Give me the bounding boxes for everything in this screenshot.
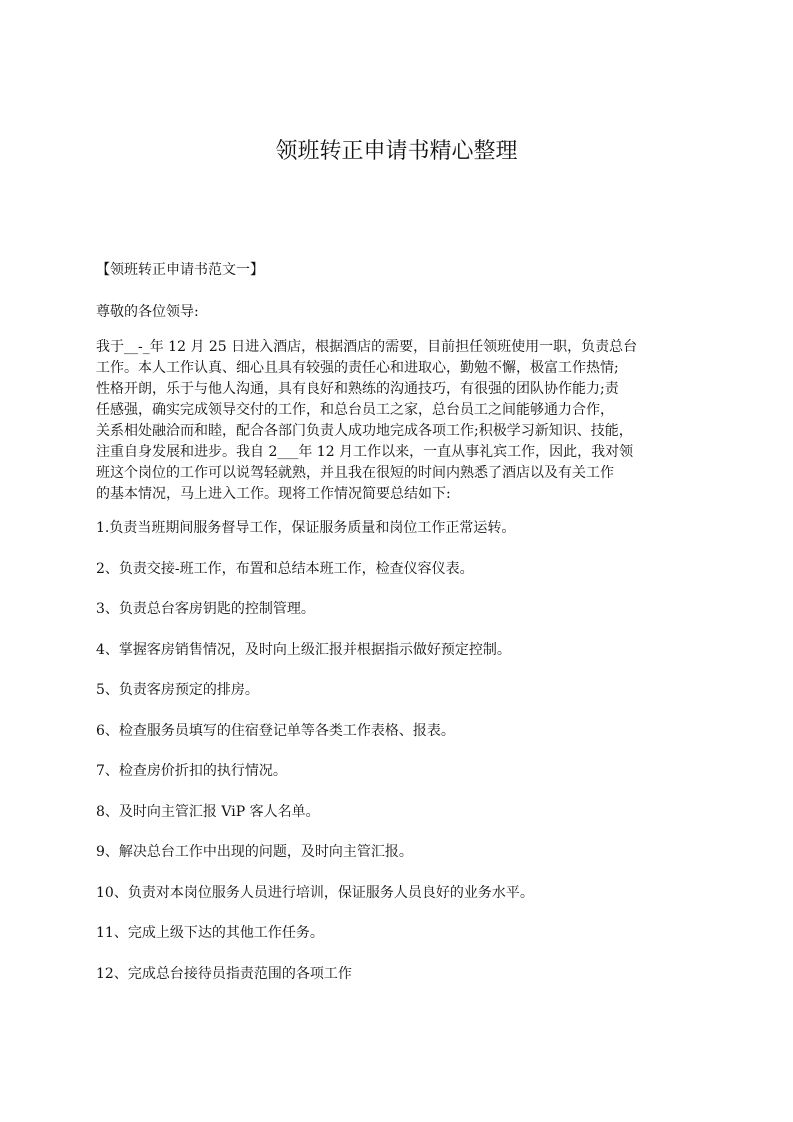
- body-line: 班这个岗位的工作可以说驾轻就熟，并且我在很短的时间内熟悉了酒店以及有关工作: [96, 465, 614, 481]
- body-line: 性格开朗，乐于与他人沟通，具有良好和熟练的沟通技巧，有很强的团队协作能力;责: [96, 381, 619, 397]
- body-line: 关系相处融洽而和睦，配合各部门负责人成功地完成各项工作;积极学习新知识、技能，: [96, 423, 633, 439]
- body-line: 任感强，确实完成领导交付的工作，和总台员工之家，总台员工之间能够通力合作，: [96, 402, 614, 418]
- task-item: 9、解决总台工作中出现的问题，及时向主管汇报。: [96, 844, 413, 860]
- body-line: 的基本情况，马上进入工作。现将工作情况简要总结如下:: [96, 486, 451, 502]
- task-item: 1.负责当班期间服务督导工作，保证服务质量和岗位工作正常运转。: [96, 520, 516, 536]
- task-item: 11、完成上级下达的其他工作任务。: [96, 925, 324, 941]
- task-item: 10、负责对本岗位服务人员进行培训，保证服务人员良好的业务水平。: [96, 884, 534, 901]
- document-title: 领班转正申请书精心整理: [275, 139, 518, 164]
- task-item: 6、检查服务员填写的住宿登记单等各类工作表格、报表。: [96, 722, 455, 739]
- body-line: 注重自身发展和进步。我自 2___年 12 月工作以来，一直从事礼宾工作，因此，我对领: [96, 444, 634, 460]
- task-item: 3、负责总台客房钥匙的控制管理。: [96, 601, 315, 617]
- task-item: 5、负责客房预定的排房。: [96, 682, 259, 698]
- body-paragraph: [96, 337, 700, 505]
- section-heading: 【领班转正申请书范文一】: [96, 262, 264, 278]
- body-line: 我于__-_年 12 月 25 日进入酒店，根据酒店的需要，目前担任领班使用一职，负责总台: [96, 339, 638, 355]
- task-item: 7、检查房价折扣的执行情况。: [96, 763, 287, 779]
- task-item: 8、及时向主管汇报 ViP 客人名单。: [96, 803, 320, 820]
- task-item: 12、完成总台接待员指责范围的各项工作: [96, 965, 352, 982]
- body-line: 工作。本人工作认真、细心且具有较强的责任心和进取心，勤勉不懈，极富工作热情;: [96, 360, 619, 376]
- task-item: 2、负责交接-班工作，布置和总结本班工作，检查仪容仪表。: [96, 560, 474, 577]
- task-list: [96, 518, 716, 1004]
- salutation: 尊敬的各位领导:: [96, 304, 199, 320]
- task-item: 4、掌握客房销售情况，及时向上级汇报并根据指示做好预定控制。: [96, 641, 511, 658]
